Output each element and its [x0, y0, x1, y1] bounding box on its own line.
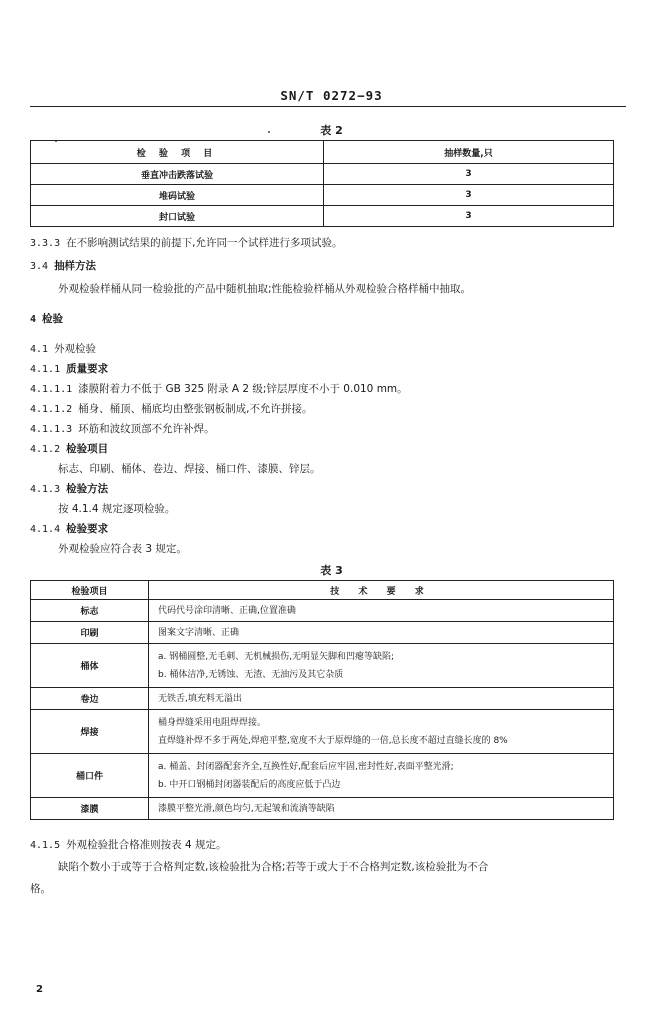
clause-4-1-1-3: 4.1.1.3 环筋和波纹顶部不允许补焊。 [30, 423, 215, 435]
table-header-row [31, 581, 614, 600]
table3-cell-item: 标志 [31, 600, 149, 622]
table3-cell-item: 印刷 [31, 622, 149, 644]
clause-4-1-3: 4.1.3 检验方法 [30, 483, 109, 495]
table3-cell-item: 漆膜 [31, 798, 149, 820]
table-row [31, 622, 614, 644]
clause-4-1: 4.1 外观检验 [30, 343, 97, 355]
table2-cell-item: 封口试验 [31, 206, 324, 227]
page-number: 2 [36, 984, 43, 995]
table2-cell-item: 垂直冲击跌落试验 [31, 164, 324, 185]
table2 [30, 140, 614, 227]
table3-cell-requirement: 漆膜平整光滑,颜色均匀,无起皱和流淌等缺陷 [149, 798, 614, 820]
clause-3-4-text: 外观检验样桶从同一检验批的产品中随机抽取;性能检验样桶从外观检验合格样桶中抽取。 [58, 283, 472, 295]
table3-cell-requirement: 代码代号涂印清晰、正确,位置准确 [149, 600, 614, 622]
table3-caption: 表 3 [320, 564, 343, 577]
standard-code-header: SN/T 0272−93 [280, 88, 383, 103]
table2-cell-item: 堆码试验 [31, 185, 324, 206]
table2-cell-quantity: 3 [324, 185, 614, 206]
table3 [30, 580, 614, 820]
clause-3-3-3: 3.3.3 在不影响测试结果的前提下,允许同一个试样进行多项试验。 [30, 237, 343, 249]
table-row [31, 644, 614, 688]
table2-cell-quantity: 3 [324, 206, 614, 227]
clause-4-1-2-text: 标志、印刷、桶体、卷边、焊接、桶口件、漆膜、锌层。 [58, 463, 321, 475]
clause-4-1-1: 4.1.1 质量要求 [30, 363, 109, 375]
table3-cell-item: 卷边 [31, 688, 149, 710]
table3-cell-requirement: 图案文字清晰、正确 [149, 622, 614, 644]
clause-4-1-5: 4.1.5 外观检验批合格准则按表 4 规定。 [30, 839, 227, 851]
table2-header-item: 检 验 项 目 [31, 141, 324, 164]
table-row [31, 185, 614, 206]
table2-caption: 表 2 [320, 124, 343, 137]
clause-3-4: 3.4 抽样方法 [30, 260, 97, 272]
table-row [31, 206, 614, 227]
table3-cell-item: 桶口件 [31, 754, 149, 798]
table2-header-quantity: 抽样数量,只 [324, 141, 614, 164]
clause-4-1-1-1: 4.1.1.1 漆膜附着力不低于 GB 325 附录 A 2 级;锌层厚度不小于 0.010 mm。 [30, 383, 408, 395]
clause-4-1-4-text: 外观检验应符合表 3 规定。 [58, 543, 187, 555]
table3-cell-requirement: 桶身焊缝采用电阻焊焊接。 直焊缝补焊不多于两处,焊疤平整,宽度不大于原焊缝的一倍,总长度不超过直缝长度的 8% [149, 710, 614, 754]
clause-4: 4 检验 [30, 313, 64, 325]
table-row [31, 798, 614, 820]
table3-cell-requirement: 无铁舌,填充料无溢出 [149, 688, 614, 710]
table-row [31, 710, 614, 754]
clause-4-1-5-text-line1: 缺陷个数小于或等于合格判定数,该检验批为合格;若等于或大于不合格判定数,该检验批为不合 [58, 861, 489, 873]
table-row [31, 600, 614, 622]
clause-4-1-2: 4.1.2 检验项目 [30, 443, 109, 455]
table3-cell-requirement: a. 钢桶圆整,无毛刺、无机械损伤,无明显矢脚和凹瘪等缺陷; b. 桶体洁净,无锈蚀、无渣、无油污及其它杂质 [149, 644, 614, 688]
clause-4-1-5-text-line2: 格。 [30, 883, 51, 895]
table-row [31, 754, 614, 798]
table3-cell-item: 桶体 [31, 644, 149, 688]
table3-cell-requirement: a. 桶盖、封闭器配套齐全,互换性好,配套后应牢固,密封性好,表面平整光滑; b. 中开口钢桶封闭器装配后的高度应低于凸边 [149, 754, 614, 798]
table-row [31, 164, 614, 185]
header-rule [30, 106, 626, 107]
table3-header-item: 检验项目 [31, 581, 149, 600]
table2-cell-quantity: 3 [324, 164, 614, 185]
table-header-row [31, 141, 614, 164]
clause-4-1-4: 4.1.4 检验要求 [30, 523, 109, 535]
clause-4-1-3-text: 按 4.1.4 规定逐项检验。 [58, 503, 176, 515]
clause-4-1-1-2: 4.1.1.2 桶身、桶顶、桶底均由整张钢板制成,不允许拼接。 [30, 403, 313, 415]
table3-header-requirement: 技 术 要 求 [149, 581, 614, 600]
table-row [31, 688, 614, 710]
table3-cell-item: 焊接 [31, 710, 149, 754]
